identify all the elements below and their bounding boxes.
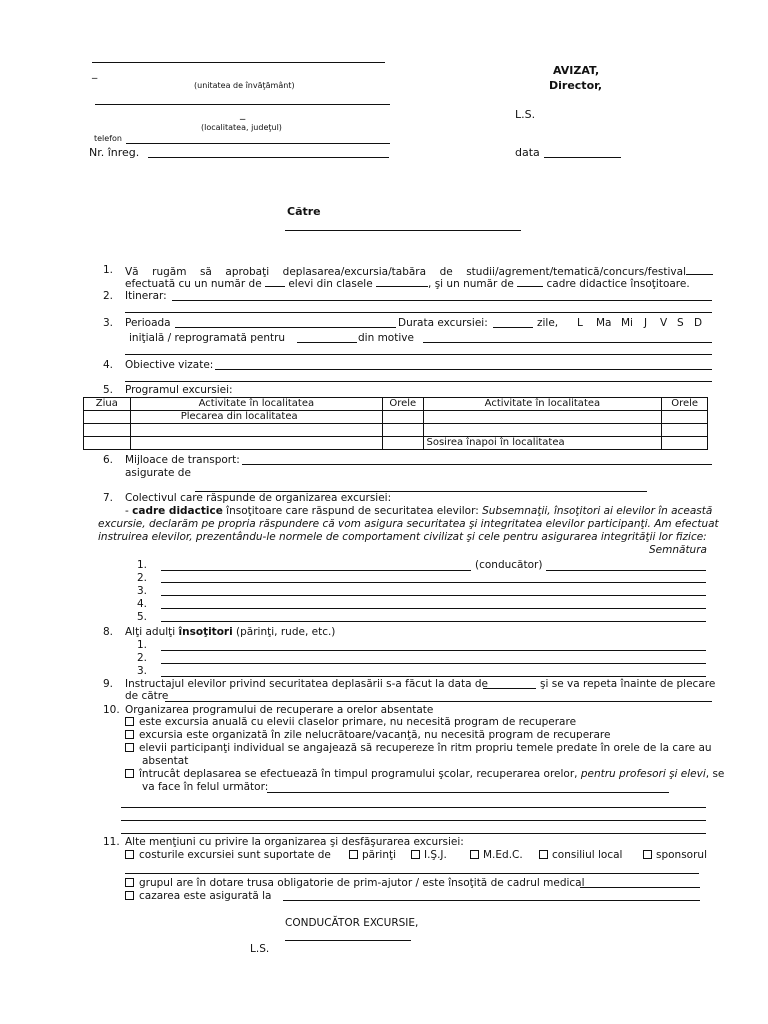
teacher-line[interactable] bbox=[161, 608, 706, 609]
table-cell[interactable] bbox=[130, 437, 382, 450]
table-row bbox=[84, 437, 708, 450]
table-cell[interactable] bbox=[383, 424, 423, 437]
teacher-item-4-number: 4. bbox=[137, 598, 148, 610]
addressee-label: Către bbox=[287, 205, 321, 218]
checkbox-icon[interactable] bbox=[125, 730, 134, 739]
payer-local-council-label: consiliul local bbox=[552, 849, 623, 861]
checkbox-icon[interactable] bbox=[125, 850, 134, 859]
table-cell[interactable]: Sosirea înapoi în localitatea bbox=[423, 437, 662, 450]
section-4-number: 4. bbox=[103, 359, 114, 371]
table-cell[interactable] bbox=[84, 424, 131, 437]
briefing-repeat-text: şi se va repeta înainte de plecare bbox=[540, 678, 716, 690]
recovery-option-holiday-text: excursia este organizată în zile nelucrătoare/vacanţă, nu necesită program de recuperare bbox=[139, 729, 611, 741]
table-cell[interactable] bbox=[84, 437, 131, 450]
section-1-line2 bbox=[125, 277, 735, 290]
table-cell[interactable] bbox=[383, 411, 423, 424]
teacher-item-3-number: 3. bbox=[137, 585, 148, 597]
first-aid-text: grupul are în dotare trusa obligatorie de prim-ajutor / este însoţită de cadrul medical bbox=[139, 877, 585, 889]
phone-label: telefon bbox=[94, 134, 122, 143]
col-day: Ziua bbox=[84, 398, 131, 411]
recovery-option-schedule-text: întrucât deplasarea se efectuează în timpul programului şcolar, recuperarea orelor, bbox=[139, 768, 578, 780]
addressee-line[interactable] bbox=[285, 230, 521, 231]
reg-number-line[interactable] bbox=[148, 157, 389, 158]
table-cell[interactable] bbox=[383, 437, 423, 450]
payer-sponsor-label: sponsorul bbox=[656, 849, 707, 861]
payer-local-council[interactable] bbox=[539, 850, 622, 861]
section-3-number: 3. bbox=[103, 317, 114, 329]
reg-number-label: Nr. înreg. bbox=[89, 146, 140, 159]
section-8-number: 8. bbox=[103, 626, 114, 638]
locality-dash: _ bbox=[240, 108, 246, 120]
section-5-number: 5. bbox=[103, 384, 114, 396]
declaration-line3: instruirea elevilor, prezentându-le normele de comportament civilizat şi cele pentru asigurarea integrităţii lor fizice: bbox=[98, 531, 707, 543]
payer-parents[interactable] bbox=[349, 850, 396, 861]
table-cell[interactable] bbox=[423, 411, 662, 424]
lodging-option[interactable] bbox=[125, 891, 271, 902]
teachers-dash: - bbox=[125, 505, 129, 517]
checkbox-icon[interactable] bbox=[539, 850, 548, 859]
table-cell[interactable] bbox=[662, 411, 708, 424]
itinerary-line-1[interactable] bbox=[172, 300, 712, 301]
lodging-line[interactable] bbox=[283, 900, 700, 901]
approved-label: AVIZAT, bbox=[553, 64, 600, 77]
ls-stamp-label: L.S. bbox=[515, 108, 536, 121]
objectives-label: Obiective vizate: bbox=[125, 359, 214, 371]
checkbox-icon[interactable] bbox=[349, 850, 358, 859]
recovery-option-annual-text: este excursia anuală cu elevii claselor primare, nu necesită program de recuperare bbox=[139, 716, 577, 728]
table-cell[interactable] bbox=[662, 437, 708, 450]
payer-medc[interactable] bbox=[470, 850, 523, 861]
teachers-role: însoţitoare care răspund de securitatea elevilor: bbox=[226, 505, 479, 517]
adult-item-1-number: 1. bbox=[137, 639, 148, 651]
recovery-option-individual-cont: absentat bbox=[142, 755, 189, 767]
first-aid-line[interactable] bbox=[580, 887, 700, 888]
weekday-l[interactable]: L bbox=[577, 317, 583, 329]
section-10-number: 10. bbox=[103, 704, 120, 716]
adult-line[interactable] bbox=[161, 663, 706, 664]
col-activity-2: Activitate în localitatea bbox=[423, 398, 662, 411]
table-row bbox=[84, 411, 708, 424]
weekday-s[interactable]: S bbox=[677, 317, 684, 329]
recovery-label: Organizarea programului de recuperare a orelor absentate bbox=[125, 704, 434, 716]
checkbox-icon[interactable] bbox=[411, 850, 420, 859]
declaration-line2: excursie, declarăm pe propria răspundere că vom asigura securitatea şi integritatea elevilor participanţi. Am efectuat bbox=[98, 518, 719, 530]
briefing-by-label: de către bbox=[125, 690, 169, 702]
recovery-option-schedule-end: , se bbox=[705, 768, 725, 780]
briefing-date-line[interactable] bbox=[483, 688, 536, 689]
event-type-field[interactable] bbox=[686, 265, 713, 275]
rescheduled-label: iniţială / reprogramată pentru bbox=[129, 332, 286, 344]
costs-line[interactable] bbox=[125, 873, 699, 874]
other-adults-label bbox=[125, 627, 735, 638]
payer-isj[interactable] bbox=[411, 850, 447, 861]
checkbox-icon[interactable] bbox=[125, 717, 134, 726]
section-1-number: 1. bbox=[103, 264, 114, 276]
student-count-field[interactable] bbox=[265, 277, 285, 287]
classes-field[interactable] bbox=[376, 277, 428, 287]
recovery-line[interactable] bbox=[121, 833, 706, 834]
table-cell[interactable] bbox=[423, 424, 662, 437]
unit-line[interactable] bbox=[92, 62, 385, 63]
checkbox-icon[interactable] bbox=[643, 850, 652, 859]
teacher-item-5-number: 5. bbox=[137, 611, 148, 623]
recovery-line[interactable] bbox=[121, 820, 706, 821]
other-mentions-label: Alte menţiuni cu privire la organizarea şi desfăşurarea excursiei: bbox=[125, 836, 464, 848]
teachers-label: cadre didactice însoţitoare. bbox=[546, 278, 690, 290]
locality-line[interactable] bbox=[95, 104, 390, 105]
reasons-label: din motive bbox=[358, 332, 414, 344]
organizers-label: Colectivul care răspunde de organizarea excursiei: bbox=[125, 492, 392, 504]
objectives-line-1[interactable] bbox=[215, 369, 712, 370]
teacher-count-field[interactable] bbox=[517, 277, 543, 287]
weekday-mi[interactable]: Mi bbox=[621, 317, 633, 329]
recovery-option-annual[interactable] bbox=[125, 717, 576, 728]
other-adults-text: Alţi adulţi bbox=[125, 626, 176, 638]
weekday-v[interactable]: V bbox=[660, 317, 668, 329]
payer-isj-label: I.Ş.J. bbox=[424, 849, 447, 861]
section-9-number: 9. bbox=[103, 678, 114, 690]
costs-text: costurile excursiei sunt suportate de bbox=[139, 849, 331, 861]
teacher-line[interactable] bbox=[161, 621, 706, 622]
col-hours-1: Orele bbox=[383, 398, 423, 411]
unit-caption: (unitatea de învăţământ) bbox=[194, 81, 295, 90]
checkbox-icon[interactable] bbox=[125, 769, 134, 778]
teacher-item-1-number: 1. bbox=[137, 559, 148, 571]
adult-item-2-number: 2. bbox=[137, 652, 148, 664]
itinerary-label: Itinerar: bbox=[125, 290, 167, 302]
objectives-line-2[interactable] bbox=[125, 381, 712, 382]
checkbox-icon[interactable] bbox=[125, 891, 134, 900]
signature-label: Semnătura bbox=[649, 544, 707, 556]
days-label: zile, bbox=[537, 317, 559, 329]
table-cell[interactable] bbox=[130, 424, 382, 437]
declaration-start: Subsemnaţii, însoţitori ai elevilor în această bbox=[482, 505, 713, 517]
relations-text: (părinţi, rude, etc.) bbox=[236, 626, 336, 638]
reasons-line-2[interactable] bbox=[125, 354, 712, 355]
checkbox-icon[interactable] bbox=[125, 878, 134, 887]
adult-line[interactable] bbox=[161, 676, 706, 677]
checkbox-icon[interactable] bbox=[470, 850, 479, 859]
first-aid-option[interactable] bbox=[125, 878, 585, 889]
period-line[interactable] bbox=[175, 327, 396, 328]
section-11-number: 11. bbox=[103, 836, 120, 848]
recovery-option-schedule[interactable] bbox=[125, 769, 724, 780]
checkbox-icon[interactable] bbox=[125, 743, 134, 752]
section-1-line1 bbox=[125, 265, 713, 278]
leader-label: (conducător) bbox=[475, 559, 543, 571]
weekday-d[interactable]: D bbox=[694, 317, 703, 329]
table-cell[interactable] bbox=[662, 424, 708, 437]
provided-by-label: asigurate de bbox=[125, 467, 191, 479]
locality-caption: (localitatea, judeţul) bbox=[201, 123, 282, 132]
itinerary-line-2[interactable] bbox=[125, 312, 712, 313]
date-label: data bbox=[515, 146, 540, 159]
section-7-number: 7. bbox=[103, 492, 114, 504]
program-table bbox=[83, 397, 708, 450]
leader-signature-line[interactable] bbox=[285, 940, 411, 941]
program-label: Programul excursiei: bbox=[125, 384, 233, 396]
weekday-j[interactable]: J bbox=[644, 317, 648, 329]
lodging-text: cazarea este asigurată la bbox=[139, 890, 272, 902]
teacher-line[interactable] bbox=[161, 582, 706, 583]
duration-label: Durata excursiei: bbox=[398, 317, 488, 329]
weekday-ma[interactable]: Ma bbox=[596, 317, 612, 329]
payer-parents-label: părinţi bbox=[362, 849, 397, 861]
table-cell[interactable]: Plecarea din localitatea bbox=[130, 411, 382, 424]
teachers-declaration-line1 bbox=[125, 506, 735, 517]
briefing-by-line[interactable] bbox=[165, 701, 712, 702]
teacher-item-2-number: 2. bbox=[137, 572, 148, 584]
adult-line[interactable] bbox=[161, 650, 706, 651]
table-cell[interactable] bbox=[84, 411, 131, 424]
adult-item-3-number: 3. bbox=[137, 665, 148, 677]
transport-label: Mijloace de transport: bbox=[125, 454, 240, 466]
leader-title: CONDUCĂTOR EXCURSIE, bbox=[285, 917, 419, 929]
recovery-line[interactable] bbox=[121, 807, 706, 808]
director-label: Director, bbox=[549, 79, 603, 92]
rescheduled-line[interactable] bbox=[297, 342, 357, 343]
table-row bbox=[84, 424, 708, 437]
reasons-line[interactable] bbox=[423, 342, 712, 343]
companions-text: însoţitori bbox=[178, 626, 233, 638]
section-1-text: Vă rugăm să aprobaţi deplasarea/excursia/tabăra de studii/agrement/tematică/concurs/festival bbox=[125, 266, 686, 278]
student-count-label: efectuată cu un număr de bbox=[125, 278, 262, 290]
section-6-number: 6. bbox=[103, 454, 114, 466]
costs-option[interactable] bbox=[125, 850, 331, 861]
recovery-method-line[interactable] bbox=[267, 792, 669, 793]
classes-label: elevi din clasele bbox=[288, 278, 373, 290]
teacher-line[interactable] bbox=[161, 595, 706, 596]
recovery-option-individual[interactable] bbox=[125, 743, 712, 754]
recovery-option-holiday[interactable] bbox=[125, 730, 610, 741]
footer-ls-label: L.S. bbox=[250, 943, 270, 955]
col-activity-1: Activitate în localitatea bbox=[130, 398, 382, 411]
col-hours-2: Orele bbox=[662, 398, 708, 411]
teachers-heading: cadre didactice bbox=[132, 505, 223, 517]
briefing-text: Instructajul elevilor privind securitatea deplasării s-a făcut la data de bbox=[125, 678, 488, 690]
duration-line[interactable] bbox=[493, 327, 533, 328]
section-2-number: 2. bbox=[103, 290, 114, 302]
recovery-option-individual-text: elevii participanţi individual se angajează să recupereze în ritm propriu temele predate în orele de la care au bbox=[139, 742, 712, 754]
teacher-count-label: , şi un număr de bbox=[428, 278, 514, 290]
program-table-header bbox=[84, 398, 708, 411]
unit-dash: _ bbox=[92, 67, 98, 79]
recovery-option-schedule-italic: pentru profesori şi elevi bbox=[580, 768, 706, 780]
transport-line[interactable] bbox=[242, 464, 712, 465]
phone-line[interactable] bbox=[126, 143, 390, 144]
period-label: Perioada bbox=[125, 317, 171, 329]
date-line[interactable] bbox=[544, 157, 621, 158]
recovery-method-label: va face în felul următor: bbox=[142, 781, 269, 793]
teacher-signature-line[interactable] bbox=[546, 570, 706, 571]
payer-medc-label: M.Ed.C. bbox=[483, 849, 523, 861]
payer-sponsor[interactable] bbox=[643, 850, 707, 861]
teacher-name-line[interactable] bbox=[161, 570, 471, 571]
